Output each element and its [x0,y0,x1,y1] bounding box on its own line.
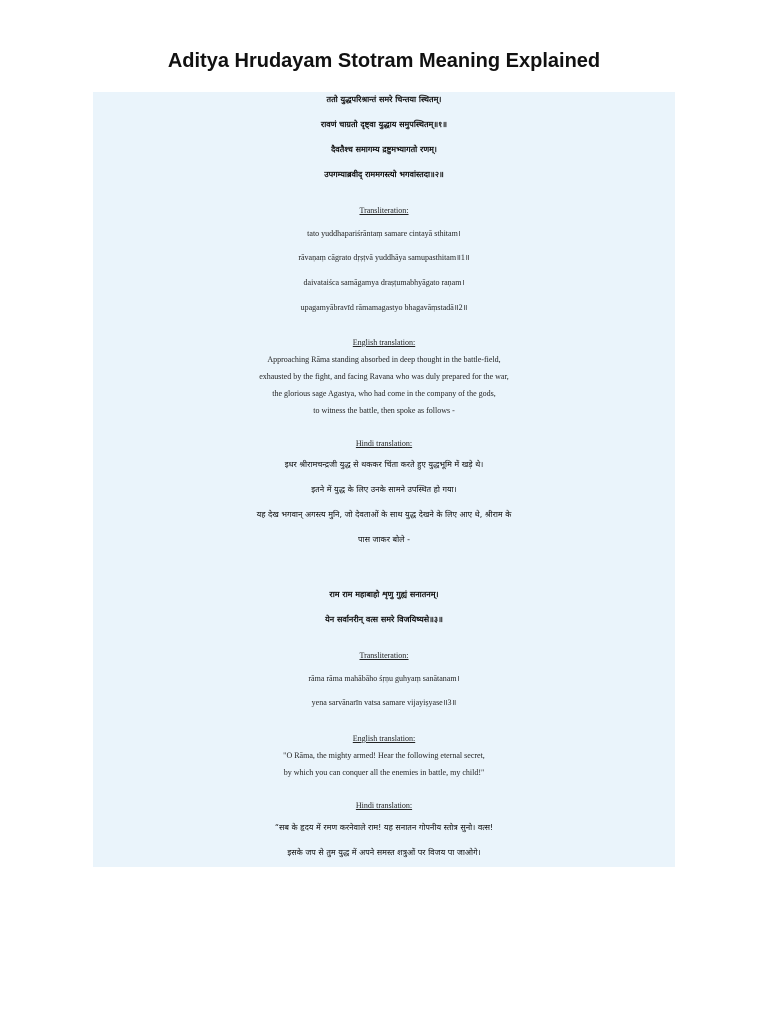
transliteration-heading: Transliteration: [359,206,409,215]
hindi-heading: Hindi translation: [355,439,413,448]
hindi-line: इधर श्रीरामचन्द्रजी युद्ध से थककर चिंता करते हुए युद्धभूमि में खड़े थे। [284,460,484,469]
english-line: "O Rāma, the mighty armed! Hear the following eternal secret, [283,751,485,760]
transliteration-line: daivataiśca samāgamya draṣṭumabhyāgato raṇam। [303,278,465,287]
verse-line: ततो युद्धपरिश्रान्तं समरे चिन्तया स्थितम्। [326,95,442,104]
english-line: to witness the battle, then spoke as follows - [313,406,455,415]
english-line: the glorious sage Agastya, who had come in the company of the gods, [272,389,496,398]
transliteration-line: rāvaṇaṃ cāgrato dṛṣṭvā yuddhāya samupasthitam॥1॥ [298,253,470,262]
hindi-line: पास जाकर बोले - [357,535,411,544]
transliteration-line: rāma rāma mahābāho śṛṇu guhyaṃ sanātanam। [308,674,460,683]
content-panel [93,92,675,867]
hindi-line: इसके जप से तुम युद्ध में अपने समस्त शत्रुओं पर विजय पा जाओगे। [287,848,481,857]
english-line: by which you can conquer all the enemies in battle, my child!" [283,768,485,777]
english-line: exhausted by the fight, and facing Ravana who was duly prepared for the war, [259,372,509,381]
hindi-heading: Hindi translation: [355,801,413,810]
verse-line: उपगम्याब्रवीद् राममगस्त्यो भगवांस्तदा॥२॥ [324,170,444,179]
transliteration-line: upagamyābravīd rāmamagastyo bhagavāṃstadā॥2॥ [300,303,468,312]
transliteration-line: tato yuddhapariśrāntaṃ samare cintayā sthitam। [307,229,461,238]
document-title: Aditya Hrudayam Stotram Meaning Explained [167,50,601,72]
english-heading: English translation: [352,734,416,743]
verse-line: येन सर्वानरीन् वत्स समरे विजयिष्यसे॥३॥ [325,615,443,624]
english-heading: English translation: [352,338,416,347]
transliteration-line: yena sarvānarīn vatsa samare vijayiṣyase॥3॥ [311,698,457,707]
transliteration-heading: Transliteration: [359,651,409,660]
verse-line: रावणं चाग्रतो दृष्ट्वा युद्धाय समुपस्थितम्॥१॥ [320,120,448,129]
verse-line: राम राम महाबाहो शृणु गुह्यं सनातनम्। [329,590,439,599]
verse-line: दैवतैश्च समागम्य द्रष्टुमभ्यागतो रणम्। [331,145,437,154]
hindi-line: इतने में युद्ध के लिए उनके सामने उपस्थित हो गया। [311,485,457,494]
hindi-line: “सब के हृदय में रमण करनेवाले राम! यह सनातन गोपनीय स्तोत्र सुनो। वत्स! [274,823,494,832]
hindi-line: यह देख भगवान् अगस्त्य मुनि, जो देवताओं के साथ युद्ध देखने के लिए आए थे, श्रीराम के [256,510,512,519]
english-line: Approaching Rāma standing absorbed in deep thought in the battle-field, [267,355,501,364]
